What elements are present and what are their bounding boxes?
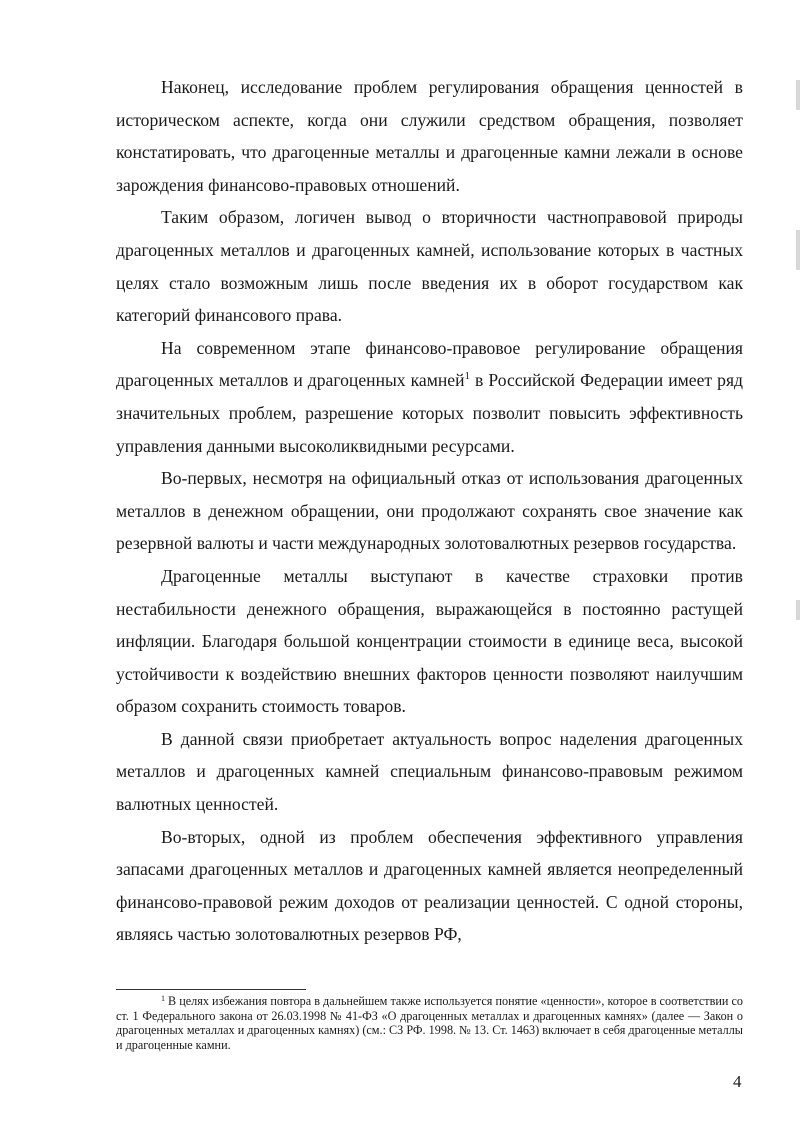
footnote-reference[interactable]: 1 [464,370,471,383]
footnote-text: В целях избежания повтора в дальнейшем также используется понятие «ценности», которое в соответствии со ст. 1 Федерального закона от 26.03.1998 № 41-ФЗ «О драгоценных металлах и драгоценных камнях» (далее — Закон о драгоценных металлах и драгоценных камнях) (см.: СЗ РФ. 1998. № 13. Ст. 1463) включает в себя драгоценные металлы и драгоценные камни. [116,994,743,1052]
scan-edge-artifact [796,600,800,620]
paragraph-with-footnote [116,332,743,462]
paragraph: Во-первых, несмотря на официальный отказ от использования драгоценных металлов в денежном обращении, они продолжают сохранять свое значение как резервной валюты и части международных золотовалютных резервов государства. [116,468,743,554]
paragraph: Наконец, исследование проблем регулирования обращения ценностей в историческом аспекте, когда они служили средством обращения, позволяет констатировать, что драгоценные металлы и драгоценные камни лежали в основе зарождения финансово-правовых отношений. [116,77,743,195]
page-number: 4 [733,1072,742,1091]
body-text [116,71,743,951]
paragraph: Во-вторых, одной из проблем обеспечения эффективного управления запасами драгоценных металлов и драгоценных камней является неопределенный финансово-правовой режим доходов от реализации ценностей. С одной стороны, являясь частью золотовалютных резервов РФ, [116,826,743,945]
paragraph: В данной связи приобретает актуальность вопрос наделения драгоценных металлов и драгоценных камней специальным финансово-правовым режимом валютных ценностей. [116,728,743,815]
paragraph: Таким образом, логичен вывод о вторичности частноправовой природы драгоценных металлов и драгоценных камней, использование которых в частных целях стало возможным лишь после введения их в оборот государством как категорий финансового права. [116,207,743,326]
footnote [116,994,743,1052]
footnote-marker: 1 [161,994,165,1003]
footnote-separator [116,989,306,990]
scan-edge-artifact [796,230,800,270]
paragraph: Драгоценные металлы выступают в качестве страховки против нестабильности денежного обращения, выражающейся в постоянно растущей инфляции. Благодаря большой концентрации стоимости в единице веса, высокой устойчивости к воздействию внешних факторов ценности позволяют наилучшим образом сохранить стоимость товаров. [116,565,743,717]
paragraph-text: На современном этапе финансово-правовое регулирование обращения драгоценных металлов и драгоценных камней [116,337,743,391]
scan-edge-artifact [796,80,800,110]
paragraph-text: в Российской Федерации имеет ряд значительных проблем, разрешение которых позволит повысить эффективность управления данными высоколиквидными ресурсами. [116,370,743,456]
